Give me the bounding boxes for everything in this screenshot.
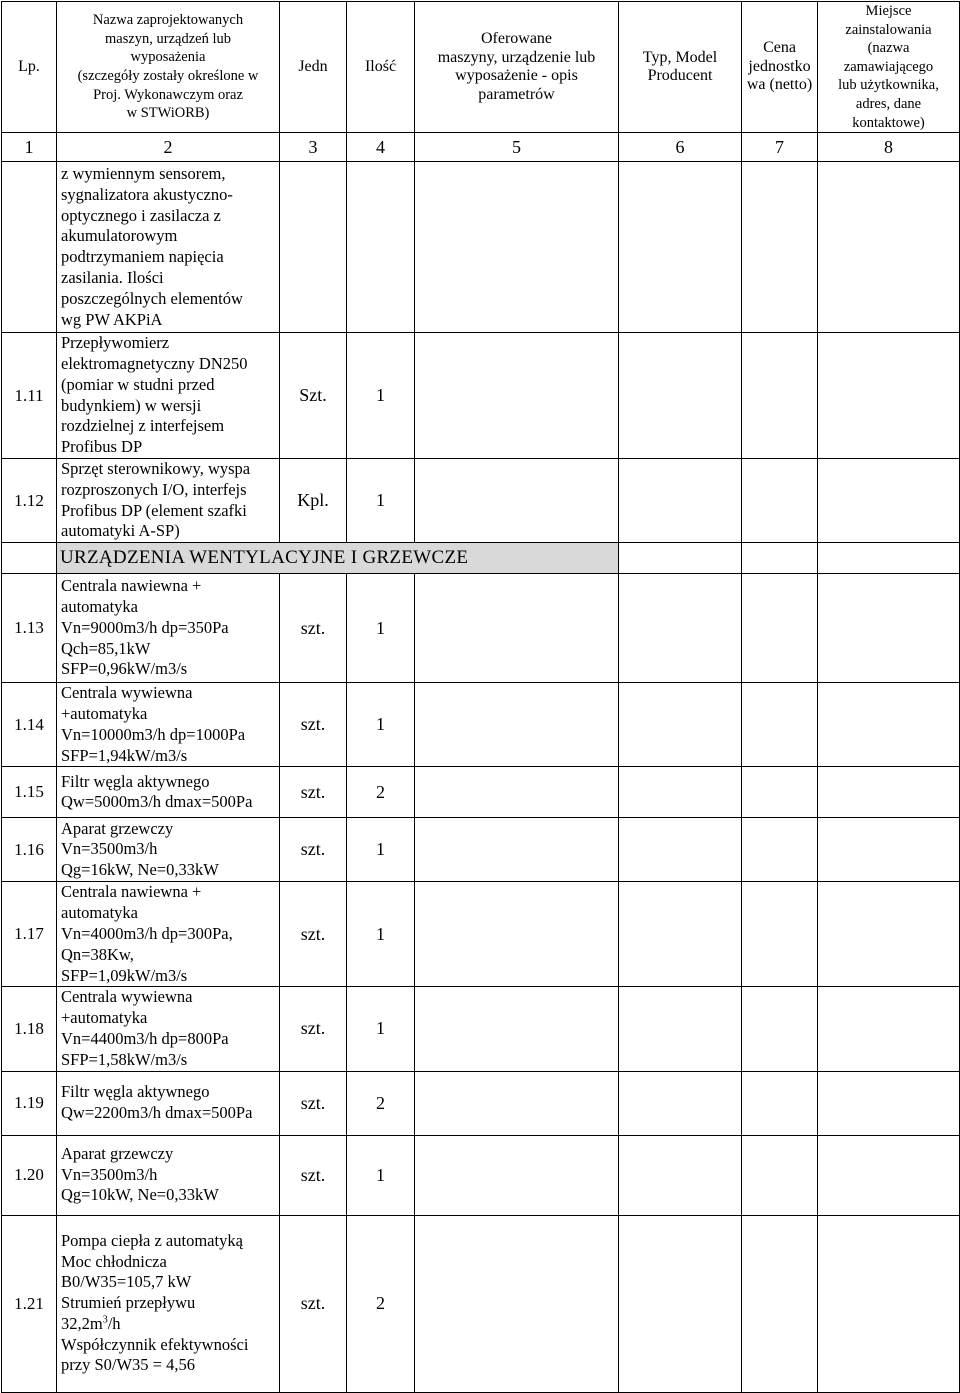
row-description-line: Vn=4000m3/h dp=300Pa, <box>61 923 233 943</box>
header-place-line: kontaktowe) <box>852 114 925 131</box>
header-price <box>742 2 818 133</box>
row-description <box>57 683 280 767</box>
empty-cell <box>415 987 619 1071</box>
column-number: 6 <box>619 133 742 162</box>
row-lp: 1.16 <box>2 818 57 882</box>
row-qty: 1 <box>347 683 415 767</box>
empty-cell <box>742 683 818 767</box>
row-lp: 1.14 <box>2 683 57 767</box>
row-unit: szt. <box>280 1135 347 1215</box>
empty-cell <box>742 882 818 987</box>
row-description-line: Profibus DP <box>61 437 143 457</box>
empty-cell <box>818 683 960 767</box>
row-description-line: elektromagnetyczny DN250 <box>61 353 248 373</box>
header-name-line: Nazwa zaprojektowanych <box>92 12 244 29</box>
row-description-line: B0/W35=105,7 kW <box>61 1272 192 1292</box>
row-qty: 1 <box>347 458 415 542</box>
row-description-line <box>61 1314 277 1335</box>
row-description-line: +automatyka <box>61 703 148 723</box>
empty-cell <box>742 1215 818 1392</box>
header-price-line: Cena <box>763 39 796 57</box>
row-description-line: Qg=16kW, Ne=0,33kW <box>61 860 219 880</box>
row-lp <box>2 162 57 333</box>
empty-cell <box>415 818 619 882</box>
header-offered-line: Oferowane <box>480 30 553 48</box>
row-unit: Szt. <box>280 333 347 459</box>
empty-cell <box>619 1071 742 1135</box>
empty-cell <box>619 543 742 574</box>
empty-cell <box>818 333 960 459</box>
table-row <box>2 1135 960 1215</box>
row-description <box>57 1135 280 1215</box>
table-row <box>2 1071 960 1135</box>
section-ventilation <box>2 543 960 574</box>
table-row <box>2 458 960 542</box>
empty-cell <box>742 333 818 459</box>
row-unit: szt. <box>280 767 347 818</box>
column-number: 5 <box>415 133 619 162</box>
header-place-line: Miejsce <box>865 3 912 19</box>
row-description-line: Przepływomierz <box>61 333 170 353</box>
row-description-line: (pomiar w studni przed <box>61 374 215 394</box>
row-description <box>57 987 280 1071</box>
rows-bottom <box>2 574 960 1215</box>
empty-cell <box>619 683 742 767</box>
empty-cell <box>742 767 818 818</box>
table-row <box>2 683 960 767</box>
row-description <box>57 1071 280 1135</box>
empty-cell <box>619 574 742 683</box>
header-place-line: lub użytkownika, <box>838 77 939 94</box>
row-description <box>57 767 280 818</box>
empty-cell <box>619 1135 742 1215</box>
row-description-line: Centrala wywiewna <box>61 987 193 1007</box>
empty-cell <box>415 458 619 542</box>
empty-cell <box>742 543 818 574</box>
row-description-line: +automatyka <box>61 1008 148 1028</box>
empty-cell <box>742 1135 818 1215</box>
header-type-line: Producent <box>647 67 713 85</box>
flow-exponent: 3 <box>102 1314 108 1326</box>
row-unit: szt. <box>280 683 347 767</box>
row-description-line: automatyka <box>61 903 138 923</box>
empty-cell <box>415 767 619 818</box>
row-lp: 1.21 <box>2 1215 57 1392</box>
row-unit: szt. <box>280 574 347 683</box>
empty-cell <box>415 683 619 767</box>
table-row <box>2 333 960 459</box>
row-description <box>57 818 280 882</box>
header-type <box>619 2 742 133</box>
row-description-line: SFP=1,58kW/m3/s <box>61 1049 188 1069</box>
row-description-line: poszczególnych elementów <box>61 288 243 308</box>
row-description-line: automatyki A-SP) <box>61 521 180 541</box>
column-number: 4 <box>347 133 415 162</box>
column-number: 2 <box>57 133 280 162</box>
table-row <box>2 162 960 333</box>
empty-cell <box>619 767 742 818</box>
empty-cell <box>619 162 742 333</box>
row-description-line: Strumień przepływu <box>61 1293 196 1313</box>
row-description-line: SFP=1,09kW/m3/s <box>61 965 188 985</box>
row-description-line: rozdzielnej z interfejsem <box>61 416 225 436</box>
row-description-line: rozproszonych I/O, interfejs <box>61 479 247 499</box>
empty-cell <box>818 882 960 987</box>
empty-cell <box>742 987 818 1071</box>
table-row <box>2 818 960 882</box>
column-number: 1 <box>2 133 57 162</box>
row-description-line: Moc chłodnicza <box>61 1251 167 1271</box>
row-description-line: SFP=0,96kW/m3/s <box>61 659 188 679</box>
header-offered-line: wyposażenie - opis <box>455 67 578 85</box>
column-number: 7 <box>742 133 818 162</box>
row-description-line: zasilania. Ilości <box>61 267 164 287</box>
table-row <box>2 574 960 683</box>
flow-unit: /h <box>107 1313 121 1333</box>
row-unit: szt. <box>280 818 347 882</box>
header-name <box>57 2 280 133</box>
header-place-line: (nazwa <box>867 40 910 57</box>
empty-cell <box>742 574 818 683</box>
header-name-line: wyposażenia <box>130 49 206 66</box>
empty-cell <box>742 458 818 542</box>
row-unit: Kpl. <box>280 458 347 542</box>
column-number: 3 <box>280 133 347 162</box>
table-row <box>2 1215 960 1392</box>
empty-cell <box>415 574 619 683</box>
row-unit <box>280 162 347 333</box>
empty-cell <box>818 543 960 574</box>
row-description-line: Vn=9000m3/h dp=350Pa <box>61 617 229 637</box>
empty-cell <box>818 767 960 818</box>
table-row <box>2 767 960 818</box>
row-description-line: Vn=4400m3/h dp=800Pa <box>61 1028 229 1048</box>
header-name-line: maszyn, urządzeń lub <box>104 30 232 47</box>
row-121-body <box>2 1215 960 1392</box>
empty-cell <box>415 162 619 333</box>
row-description-line: z wymiennym sensorem, <box>61 163 226 183</box>
row-lp: 1.20 <box>2 1135 57 1215</box>
row-qty <box>347 162 415 333</box>
empty-cell <box>619 882 742 987</box>
header-price-line: wa (netto) <box>746 76 813 94</box>
header-unit: Jedn <box>280 2 347 133</box>
header-place-line: adres, dane <box>855 95 922 112</box>
row-description-line: Filtr węgla aktywnego <box>61 1082 210 1102</box>
section-lp-cell <box>2 543 57 574</box>
row-description-line: wg PW AKPiA <box>61 309 163 329</box>
row-description-line: Vn=3500m3/h <box>61 839 158 859</box>
row-description <box>57 162 280 333</box>
header-name-line: (szczegóły zostały określone w <box>77 68 259 85</box>
row-description-line: sygnalizatora akustyczno- <box>61 184 233 204</box>
row-description <box>57 574 280 683</box>
row-description-line: Współczynnik efektywności <box>61 1334 249 1354</box>
empty-cell <box>619 987 742 1071</box>
row-qty: 2 <box>347 1071 415 1135</box>
row-description-line: Qn=38Kw, <box>61 944 134 964</box>
row-description-line: akumulatorowym <box>61 226 178 246</box>
row-description-line: budynkiem) w wersji <box>61 395 202 415</box>
header-offered-line: maszyny, urządzenie lub <box>437 48 596 66</box>
row-qty: 1 <box>347 882 415 987</box>
row-lp: 1.19 <box>2 1071 57 1135</box>
row-description-line: Vn=10000m3/h dp=1000Pa <box>61 724 246 744</box>
row-lp: 1.18 <box>2 987 57 1071</box>
row-qty: 2 <box>347 767 415 818</box>
empty-cell <box>818 818 960 882</box>
row-description-line: Aparat grzewczy <box>61 818 174 838</box>
row-unit: szt. <box>280 1071 347 1135</box>
empty-cell <box>415 1135 619 1215</box>
row-description-line: Centrala nawiewna + <box>61 576 202 596</box>
row-unit: szt. <box>280 882 347 987</box>
header-price-line: jednostko <box>748 57 811 75</box>
empty-cell <box>818 162 960 333</box>
column-numbers-row <box>2 133 960 162</box>
section-title: URZĄDZENIA WENTYLACYJNE I GRZEWCZE <box>57 543 619 574</box>
empty-cell <box>415 333 619 459</box>
table-row <box>2 882 960 987</box>
row-lp: 1.11 <box>2 333 57 459</box>
header-type-line: Typ, Model <box>642 48 718 66</box>
row-description-line: Pompa ciepła z automatyką <box>61 1230 243 1250</box>
row-qty: 2 <box>347 1215 415 1392</box>
column-number: 8 <box>818 133 960 162</box>
row-description-line: Centrala nawiewna + <box>61 882 202 902</box>
empty-cell <box>818 1071 960 1135</box>
row-description-line: optycznego i zasilacza z <box>61 205 221 225</box>
row-description-line: Qw=5000m3/h dmax=500Pa <box>61 792 253 812</box>
table-row <box>2 987 960 1071</box>
header-qty: Ilość <box>347 2 415 133</box>
empty-cell <box>415 1215 619 1392</box>
row-description-line: Qg=10kW, Ne=0,33kW <box>61 1185 219 1205</box>
row-description-line: Centrala wywiewna <box>61 683 193 703</box>
empty-cell <box>818 574 960 683</box>
empty-cell <box>619 1215 742 1392</box>
row-qty: 1 <box>347 1135 415 1215</box>
empty-cell <box>415 1071 619 1135</box>
row-description-line: podtrzymaniem napięcia <box>61 247 224 267</box>
empty-cell <box>619 818 742 882</box>
header-place-line: zamawiającego <box>843 58 934 75</box>
row-description <box>57 1215 280 1392</box>
row-description <box>57 333 280 459</box>
header-name-line: Proj. Wykonawczym oraz <box>93 86 243 103</box>
header-row <box>2 2 960 133</box>
empty-cell <box>619 333 742 459</box>
empty-cell <box>619 458 742 542</box>
row-lp: 1.12 <box>2 458 57 542</box>
row-description-line: Vn=3500m3/h <box>61 1164 158 1184</box>
empty-cell <box>818 1135 960 1215</box>
header-place <box>818 2 960 133</box>
empty-cell <box>818 987 960 1071</box>
equipment-table <box>1 1 960 1393</box>
empty-cell <box>818 1215 960 1392</box>
header-lp: Lp. <box>2 2 57 133</box>
row-lp: 1.13 <box>2 574 57 683</box>
row-description-line: Profibus DP (element szafki <box>61 500 247 520</box>
row-unit: szt. <box>280 987 347 1071</box>
flow-value: 32,2m <box>61 1313 103 1333</box>
row-description-line: Filtr węgla aktywnego <box>61 771 210 791</box>
row-description <box>57 882 280 987</box>
row-description-line: Aparat grzewczy <box>61 1143 174 1163</box>
row-qty: 1 <box>347 987 415 1071</box>
row-description <box>57 458 280 542</box>
row-lp: 1.15 <box>2 767 57 818</box>
row-description-line: Sprzęt sterownikowy, wyspa <box>61 458 251 478</box>
row-description-line: Qch=85,1kW <box>61 638 151 658</box>
row-lp: 1.17 <box>2 882 57 987</box>
row-description-line: SFP=1,94kW/m3/s <box>61 745 188 765</box>
header-offered <box>415 2 619 133</box>
header-place-line: zainstalowania <box>845 21 932 38</box>
row-qty: 1 <box>347 333 415 459</box>
section-row <box>2 543 960 574</box>
empty-cell <box>742 162 818 333</box>
header-name-line: w STWiORB) <box>126 105 210 122</box>
empty-cell <box>818 458 960 542</box>
row-qty: 1 <box>347 574 415 683</box>
empty-cell <box>742 818 818 882</box>
rows-top <box>2 162 960 543</box>
empty-cell <box>742 1071 818 1135</box>
header-offered-line: parametrów <box>478 85 555 103</box>
empty-cell <box>415 882 619 987</box>
row-description-line: Qw=2200m3/h dmax=500Pa <box>61 1103 253 1122</box>
row-qty: 1 <box>347 818 415 882</box>
row-unit: szt. <box>280 1215 347 1392</box>
row-description-line: automatyka <box>61 596 138 616</box>
row-description-line: przy S0/W35 = 4,56 <box>61 1355 195 1375</box>
